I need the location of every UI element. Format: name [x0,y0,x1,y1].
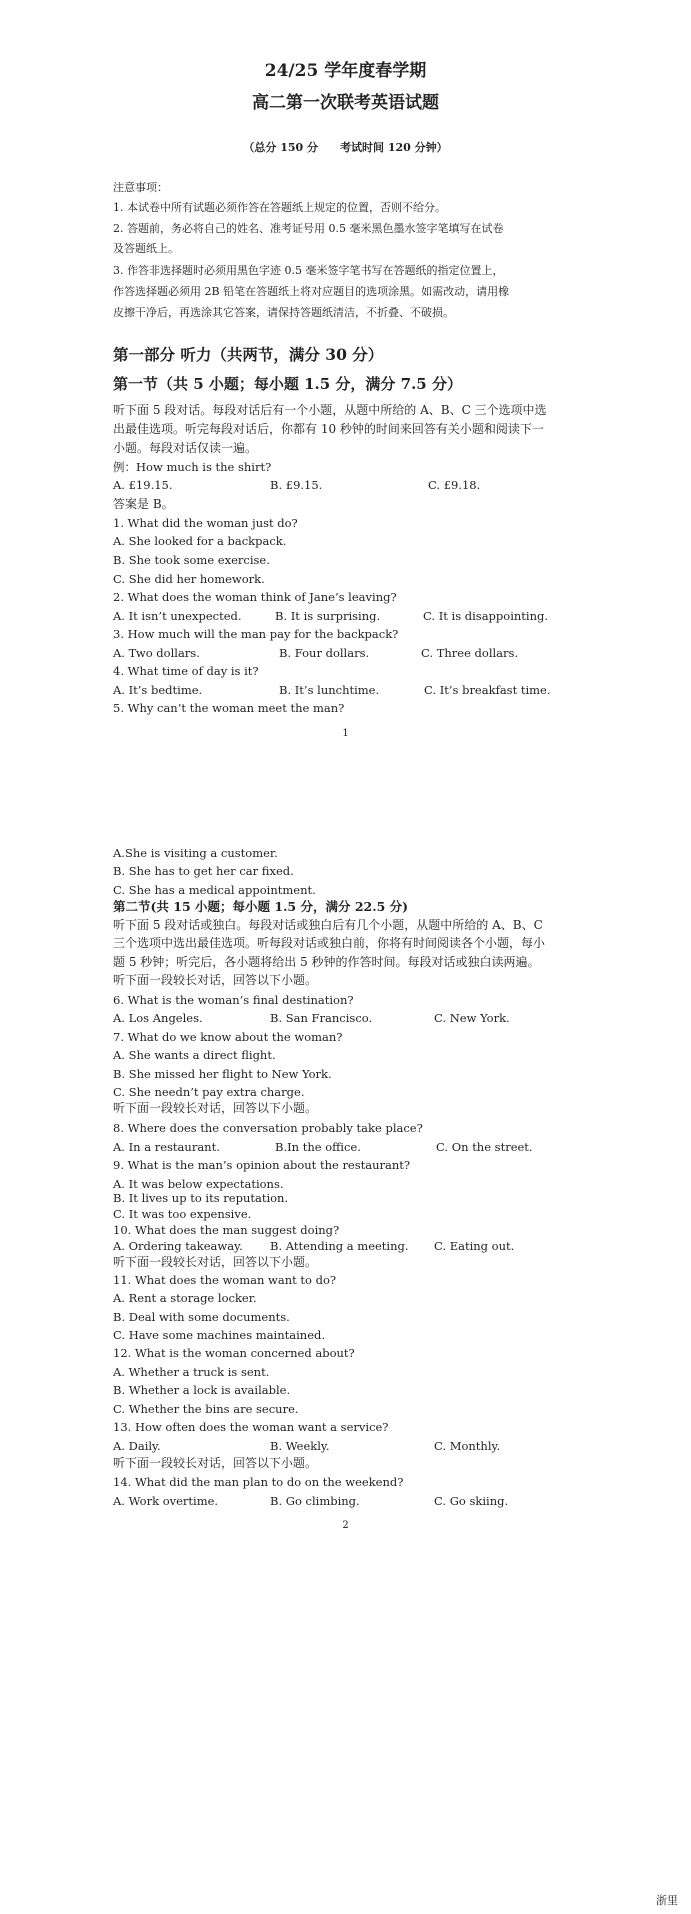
section2-instructions: 三个选项中选出最佳选项。听每段对话或独白前，你将有时间阅读各个小题，每小 [113,936,546,950]
option-b: B. Deal with some documents. [113,1310,290,1324]
example-option-c: C. £9.18. [428,478,481,492]
page-number: 2 [342,1520,349,1531]
option-b: B. She missed her flight to New York. [113,1067,332,1081]
option-b: B. She took some exercise. [113,553,270,567]
option-a: A. Whether a truck is sent. [113,1365,270,1379]
option-c: C. Have some machines maintained. [113,1328,326,1342]
option-c: C. Whether the bins are secure. [113,1402,299,1416]
option-a: A. Two dollars. [113,646,200,660]
option-b: B. Weekly. [270,1439,330,1453]
option-c: C. Monthly. [434,1439,501,1453]
question-10: 10. What does the man suggest doing? [113,1223,340,1237]
notice-line: 2. 答题前，务必将自己的姓名、准考证号用 0.5 毫米黑色墨水签字笔填写在试卷 [113,222,504,235]
option-c: C. Three dollars. [421,646,519,660]
notice-line: 及答题纸上。 [113,242,179,255]
question-2: 2. What does the woman think of Jane’s leaving? [113,590,397,604]
section1-instructions: 小题。每段对话仅读一遍。 [113,441,258,455]
option-c: C. It’s breakfast time. [424,683,551,697]
example-option-a: A. £19.15. [113,478,173,492]
example-option-b: B. £9.15. [270,478,323,492]
option-b: B. It’s lunchtime. [279,683,380,697]
exam-title-term: 24/25 学年度春学期 [264,61,427,81]
option-c: C. On the street. [436,1140,533,1154]
option-a: A. Work overtime. [113,1494,219,1508]
option-a: A. Los Angeles. [113,1011,203,1025]
option-b: B. It is surprising. [275,609,381,623]
notice-heading: 注意事项： [113,181,168,194]
part1-heading: 第一部分 听力（共两节，满分 30 分） [113,345,384,364]
option-b: B. San Francisco. [270,1011,373,1025]
score-time-info: （总分 150 分 考试时间 120 分钟） [243,141,448,154]
section1-instructions: 听下面 5 段对话。每段对话后有一个小题，从题中所给的 A、B、C 三个选项中选 [113,403,547,417]
question-1: 1. What did the woman just do? [113,516,298,530]
listen-prompt: 听下面一段较长对话，回答以下小题。 [113,1456,318,1470]
option-c: C. She needn’t pay extra charge. [113,1085,305,1099]
listen-prompt: 听下面一段较长对话，回答以下小题。 [113,1101,318,1115]
exam-title: 高二第一次联考英语试题 [252,93,439,113]
notice-line: 皮擦干净后，再选涂其它答案，请保持答题纸清洁，不折叠、不破损。 [113,306,454,319]
page-number: 1 [342,728,349,739]
section2-heading: 第二节(共 15 小题；每小题 1.5 分，满分 22.5 分) [113,899,409,914]
option-b: B. Go climbing. [270,1494,360,1508]
listen-prompt: 听下面一段较长对话，回答以下小题。 [113,973,318,987]
question-13: 13. How often does the woman want a service? [113,1420,389,1434]
section1-instructions: 出最佳选项。听完每段对话后，你都有 10 秒钟的时间来回答有关小题和阅读下一 [113,422,544,436]
question-12: 12. What is the woman concerned about? [113,1346,355,1360]
question-11: 11. What does the woman want to do? [113,1273,337,1287]
notice-line: 3. 作答非选择题时必须用黑色字迹 0.5 毫米签字笔书写在答题纸的指定位置上， [113,264,504,277]
option-c: C. It is disappointing. [423,609,549,623]
section1-heading: 第一节（共 5 小题；每小题 1.5 分，满分 7.5 分） [113,375,462,393]
option-a: A. Rent a storage locker. [113,1291,257,1305]
option-c: C. Eating out. [434,1239,515,1253]
question-4: 4. What time of day is it? [113,664,259,678]
notice-line: 1. 本试卷中所有试题必须作答在答题纸上规定的位置，否则不给分。 [113,201,446,214]
section2-instructions: 题 5 秒钟；听完后，各小题将给出 5 秒钟的作答时间。每段对话或独白读两遍。 [113,955,540,969]
notice-line: 作答选择题必须用 2B 铅笔在答题纸上将对应题目的选项涂黑。如需改动，请用橡 [113,285,510,298]
option-b: B. She has to get her car fixed. [113,864,294,878]
example-question: 例：How much is the shirt? [113,460,272,474]
question-3: 3. How much will the man pay for the backpack? [113,627,399,641]
question-8: 8. Where does the conversation probably take place? [113,1121,423,1135]
question-6: 6. What is the woman’s final destination? [113,993,354,1007]
option-a: A. In a restaurant. [113,1140,220,1154]
listen-prompt: 听下面一段较长对话，回答以下小题。 [113,1255,318,1269]
option-a: A. Daily. [113,1439,161,1453]
option-b: B. Attending a meeting. [270,1239,409,1253]
option-a: A. It’s bedtime. [113,683,203,697]
section2-instructions: 听下面 5 段对话或独白。每段对话或独白后有几个小题，从题中所给的 A、B、C [113,918,543,932]
question-14: 14. What did the man plan to do on the weekend? [113,1475,404,1489]
option-a: A. She wants a direct flight. [113,1048,276,1062]
option-a: A. It was below expectations. [113,1177,284,1191]
option-b: B.In the office. [275,1140,361,1154]
option-c: C. Go skiing. [434,1494,509,1508]
example-answer: 答案是 B。 [113,497,174,511]
option-b: B. It lives up to its reputation. [113,1191,289,1205]
option-a: A. She looked for a backpack. [113,534,287,548]
option-a: A.She is visiting a customer. [113,846,278,860]
option-b: B. Four dollars. [279,646,370,660]
watermark: 浙里 [656,1894,678,1907]
option-c: C. She did her homework. [113,572,265,586]
option-b: B. Whether a lock is available. [113,1383,291,1397]
option-c: C. New York. [434,1011,510,1025]
option-a: A. It isn’t unexpected. [113,609,242,623]
question-9: 9. What is the man’s opinion about the restaurant? [113,1158,411,1172]
option-c: C. She has a medical appointment. [113,883,316,897]
question-7: 7. What do we know about the woman? [113,1030,343,1044]
option-a: A. Ordering takeaway. [113,1239,243,1253]
question-5: 5. Why can’t the woman meet the man? [113,701,345,715]
option-c: C. It was too expensive. [113,1207,252,1221]
